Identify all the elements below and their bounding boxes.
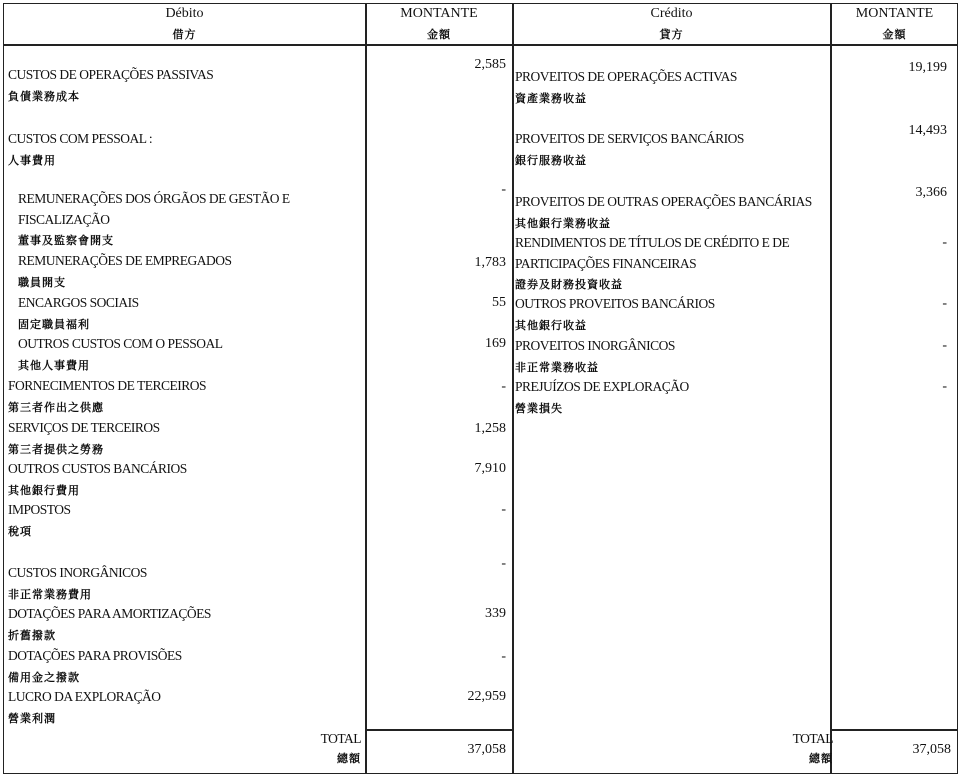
debit-item-label: SERVIÇOS DE TERCEIROS xyxy=(8,420,160,435)
debit-item-label-cn: 其他銀行費用 xyxy=(8,484,80,497)
credit-item-label-cn: 證券及財務投資收益 xyxy=(515,279,623,291)
header-credit-pt: Crédito xyxy=(650,6,693,21)
header-credit-amount xyxy=(831,6,958,43)
debit-item-label-cn: 負債業務成本 xyxy=(8,90,80,103)
credit-item-label-cn: 其他銀行收益 xyxy=(515,319,587,332)
debit-item-label: FISCALIZAÇÃO xyxy=(18,211,110,227)
debit-item-label: ENCARGOS SOCIAIS xyxy=(18,295,139,310)
header-amount-pt: MONTANTE xyxy=(400,6,478,21)
header-amount-cn: 金額 xyxy=(882,29,907,41)
debit-item-label: IMPOSTOS xyxy=(8,502,71,517)
debit-item-value: 339 xyxy=(485,606,506,621)
debit-item-label: CUSTOS COM PESSOAL : xyxy=(8,131,153,146)
credit-item-label: PROVEITOS DE OPERAÇÕES ACTIVAS xyxy=(515,69,737,84)
debit-total-label-cn: 總額 xyxy=(337,753,361,765)
total-divider xyxy=(830,729,958,731)
credit-item-label: PROVEITOS INORGÂNICOS xyxy=(515,338,675,353)
credit-item-label-cn: 其他銀行業務收益 xyxy=(515,217,611,230)
credit-item-label-cn: 營業損失 xyxy=(515,402,563,415)
debit-item-label: OUTROS CUSTOS BANCÁRIOS xyxy=(8,461,187,476)
credit-item-label: PARTICIPAÇÕES FINANCEIRAS xyxy=(515,255,697,271)
debit-item-label: REMUNERAÇÕES DOS ÓRGÃOS DE GESTÃO E xyxy=(18,191,290,206)
credit-total-label-cn: 總額 xyxy=(809,753,833,765)
credit-item-label: PREJUÍZOS DE EXPLORAÇÃO xyxy=(515,379,689,394)
debit-item-value: - xyxy=(501,379,506,394)
debit-item-label: CUSTOS DE OPERAÇÕES PASSIVAS xyxy=(8,67,214,82)
debit-item-label: DOTAÇÕES PARA PROVISÕES xyxy=(8,648,182,663)
header-debit-amount xyxy=(366,6,512,43)
column-divider xyxy=(512,3,514,774)
credit-item-label: PROVEITOS DE SERVIÇOS BANCÁRIOS xyxy=(515,131,744,146)
debit-item-label-cn: 第三者作出之供應 xyxy=(8,401,104,414)
credit-item-label-cn: 非正常業務收益 xyxy=(515,361,599,374)
credit-item-value: - xyxy=(942,235,947,250)
debit-item-label-cn: 第三者提供之勞務 xyxy=(8,443,104,456)
debit-item-value: 22,959 xyxy=(467,689,506,704)
header-debit-pt: Débito xyxy=(165,6,204,21)
debit-item-label: DOTAÇÕES PARA AMORTIZAÇÕES xyxy=(8,606,211,621)
debit-item-label-cn: 非正常業務費用 xyxy=(8,588,92,601)
debit-total-value: 37,058 xyxy=(467,742,506,757)
debit-item-label-cn: 折舊撥款 xyxy=(8,629,56,642)
column-divider xyxy=(830,3,832,774)
debit-item-value: 1,783 xyxy=(474,255,506,270)
credit-item-value: 19,199 xyxy=(908,60,947,75)
credit-item-label: RENDIMENTOS DE TÍTULOS DE CRÉDITO E DE xyxy=(515,235,790,250)
debit-item-value: - xyxy=(501,556,506,571)
header-debit xyxy=(4,6,365,43)
column-divider xyxy=(365,3,367,774)
credit-total-value: 37,058 xyxy=(912,742,951,757)
debit-item-value: 55 xyxy=(492,295,506,310)
debit-item-value: - xyxy=(501,502,506,517)
debit-item-label-cn: 人事費用 xyxy=(8,154,56,167)
debit-item-label-cn: 營業利潤 xyxy=(8,712,56,725)
header-divider xyxy=(3,44,958,46)
debit-item-label: REMUNERAÇÕES DE EMPREGADOS xyxy=(18,253,232,268)
debit-item-label-cn: 職員開支 xyxy=(18,276,66,289)
debit-item-value: 1,258 xyxy=(474,421,506,436)
total-divider xyxy=(365,729,513,731)
debit-item-label: LUCRO DA EXPLORAÇÃO xyxy=(8,689,161,704)
credit-item-value: - xyxy=(942,338,947,353)
credit-item-label: OUTROS PROVEITOS BANCÁRIOS xyxy=(515,296,715,311)
debit-item-label: OUTROS CUSTOS COM O PESSOAL xyxy=(18,336,223,351)
header-amount-cn: 金額 xyxy=(427,29,451,41)
debit-item-label-cn: 備用金之撥款 xyxy=(8,671,80,684)
debit-item-label-cn: 董事及監察會開支 xyxy=(18,235,114,247)
credit-item-value: 14,493 xyxy=(908,123,947,138)
debit-item-value: 169 xyxy=(485,336,506,351)
debit-item-value: - xyxy=(501,649,506,664)
credit-item-value: - xyxy=(942,379,947,394)
header-credit-cn: 貸方 xyxy=(659,29,684,41)
debit-item-label-cn: 其他人事費用 xyxy=(18,359,90,372)
debit-item-label-cn: 固定職員福利 xyxy=(18,318,90,331)
debit-item-value: 2,585 xyxy=(474,57,506,72)
debit-item-label: FORNECIMENTOS DE TERCEIROS xyxy=(8,378,207,393)
credit-total-label: TOTAL xyxy=(792,731,833,746)
header-debit-cn: 借方 xyxy=(172,29,197,41)
header-amount-pt: MONTANTE xyxy=(855,6,934,21)
credit-item-value: - xyxy=(942,296,947,311)
debit-item-value: 7,910 xyxy=(474,461,506,476)
debit-item-label-cn: 稅項 xyxy=(8,525,32,538)
credit-item-label: PROVEITOS DE OUTRAS OPERAÇÕES BANCÁRIAS xyxy=(515,194,812,209)
debit-total-label: TOTAL xyxy=(320,731,361,746)
credit-item-label-cn: 銀行服務收益 xyxy=(515,154,587,167)
debit-item-value: - xyxy=(501,182,506,197)
header-credit xyxy=(513,6,830,43)
credit-item-label-cn: 資產業務收益 xyxy=(515,92,587,105)
debit-item-label: CUSTOS INORGÂNICOS xyxy=(8,565,147,580)
credit-item-value: 3,366 xyxy=(915,185,947,200)
